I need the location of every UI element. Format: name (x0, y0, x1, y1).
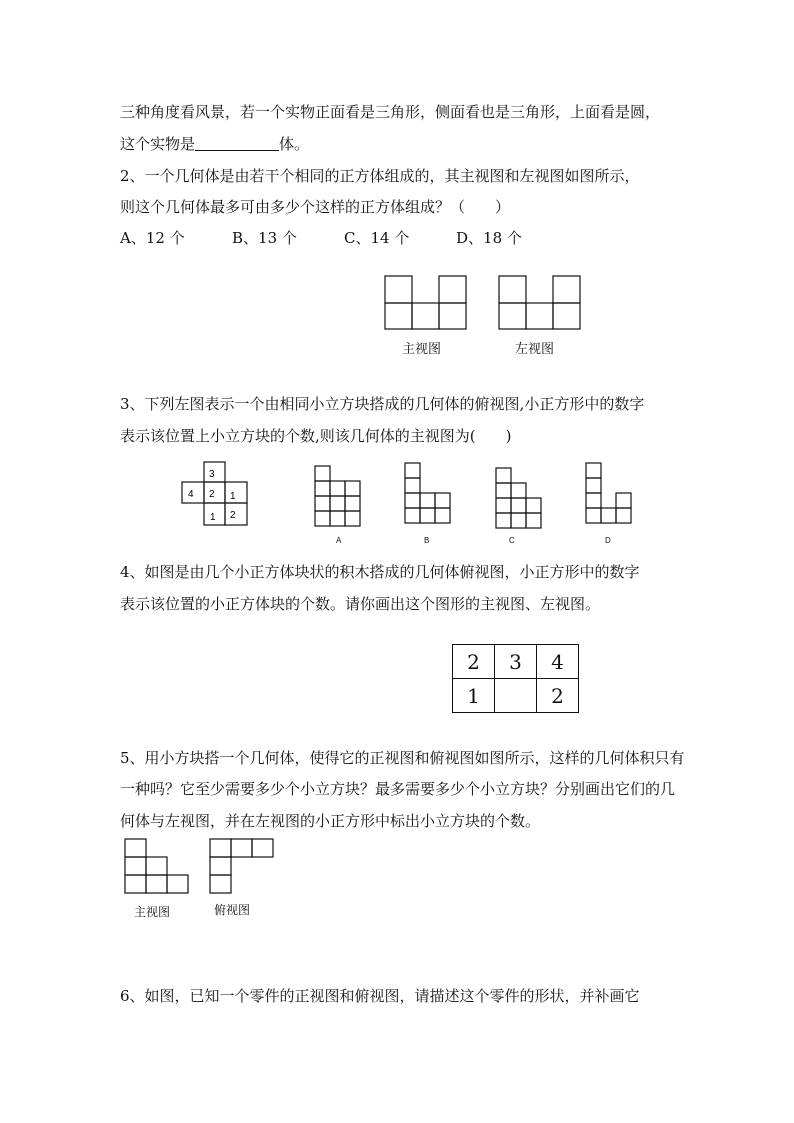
q1-line2-pre: 这个实物是 (120, 135, 196, 153)
q5-top-caption: 俯视图 (214, 903, 251, 917)
q3-num-2a: 2 (209, 489, 215, 500)
q1-line2 (120, 134, 309, 154)
q3-num-4: 4 (188, 489, 194, 500)
q3-top-view-figure (182, 462, 248, 528)
q2-option-a: A、12 个 (120, 229, 185, 247)
q3-choice-d-figure (586, 463, 634, 525)
q2-front-view-figure (385, 276, 467, 330)
q3-num-1a: 1 (230, 491, 236, 502)
q2-option-c: C、14 个 (344, 229, 410, 247)
q3-choice-c-figure (496, 468, 544, 530)
q4-line2: 表示该位置的小正方体块的个数。请你画出这个图形的主视图、左视图。 (120, 595, 601, 613)
q4-top-view-grid (452, 644, 579, 713)
answer-blank (195, 136, 279, 151)
q4-cell: 1 (453, 679, 495, 713)
q2-option-b: B、13 个 (232, 229, 297, 247)
q5-line3: 何体与左视图，并在左视图的小正方形中标出小立方块的个数。 (120, 812, 541, 830)
q1-line1: 三种角度看风景，若一个实物正面看是三角形，侧面看也是三角形，上面看是圆， (120, 103, 661, 121)
q4-line1: 4、如图是由几个小正方体块状的积木搭成的几何体俯视图，小正方形中的数字 (120, 563, 640, 581)
q3-line2: 表示该位置上小立方块的个数,则该几何体的主视图为( ) (120, 427, 512, 445)
q3-choice-b-label: B (424, 536, 430, 545)
q2-line1: 2、一个几何体是由若干个相同的正方体组成的，其主视图和左视图如图所示， (120, 167, 640, 185)
q2-left-caption: 左视图 (515, 341, 555, 356)
q4-cell (495, 679, 537, 713)
q5-line1: 5、用小方块搭一个几何体，使得它的正视图和俯视图如图所示，这样的几何体积只有 (120, 749, 685, 767)
q2-front-caption: 主视图 (402, 341, 442, 356)
q5-front-caption: 主视图 (134, 905, 171, 919)
q2-left-view-figure (499, 276, 581, 330)
q2-option-d: D、18 个 (456, 229, 522, 247)
q3-choice-b-figure (405, 463, 453, 525)
q3-line1: 3、下列左图表示一个由相同小立方块搭成的几何体的俯视图,小正方形中的数字 (120, 395, 645, 413)
q5-line2: 一种吗？它至少需要多少个小立方块？最多需要多少个小立方块？分别画出它们的几 (120, 780, 676, 798)
q3-num-1b: 1 (210, 512, 216, 523)
q6-line1: 6、如图，已知一个零件的正视图和俯视图，请描述这个零件的形状，并补画它 (120, 987, 640, 1005)
q4-cell: 2 (537, 679, 579, 713)
q3-choice-d-label: D (605, 536, 611, 545)
q3-num-3: 3 (209, 469, 215, 480)
q4-cell: 3 (495, 645, 537, 679)
q3-choice-a-label: A (336, 536, 342, 545)
q1-line2-post: 体。 (279, 135, 310, 153)
q4-cell: 4 (537, 645, 579, 679)
q5-front-view-figure (125, 839, 191, 895)
q3-choice-c-label: C (509, 536, 515, 545)
q3-num-2b: 2 (230, 510, 236, 521)
q3-choice-a-figure (315, 466, 363, 528)
q4-cell: 2 (453, 645, 495, 679)
q2-line2: 则这个几何体最多可由多少个这样的正方体组成？（ ） (120, 198, 511, 216)
q5-top-view-figure (210, 839, 276, 895)
